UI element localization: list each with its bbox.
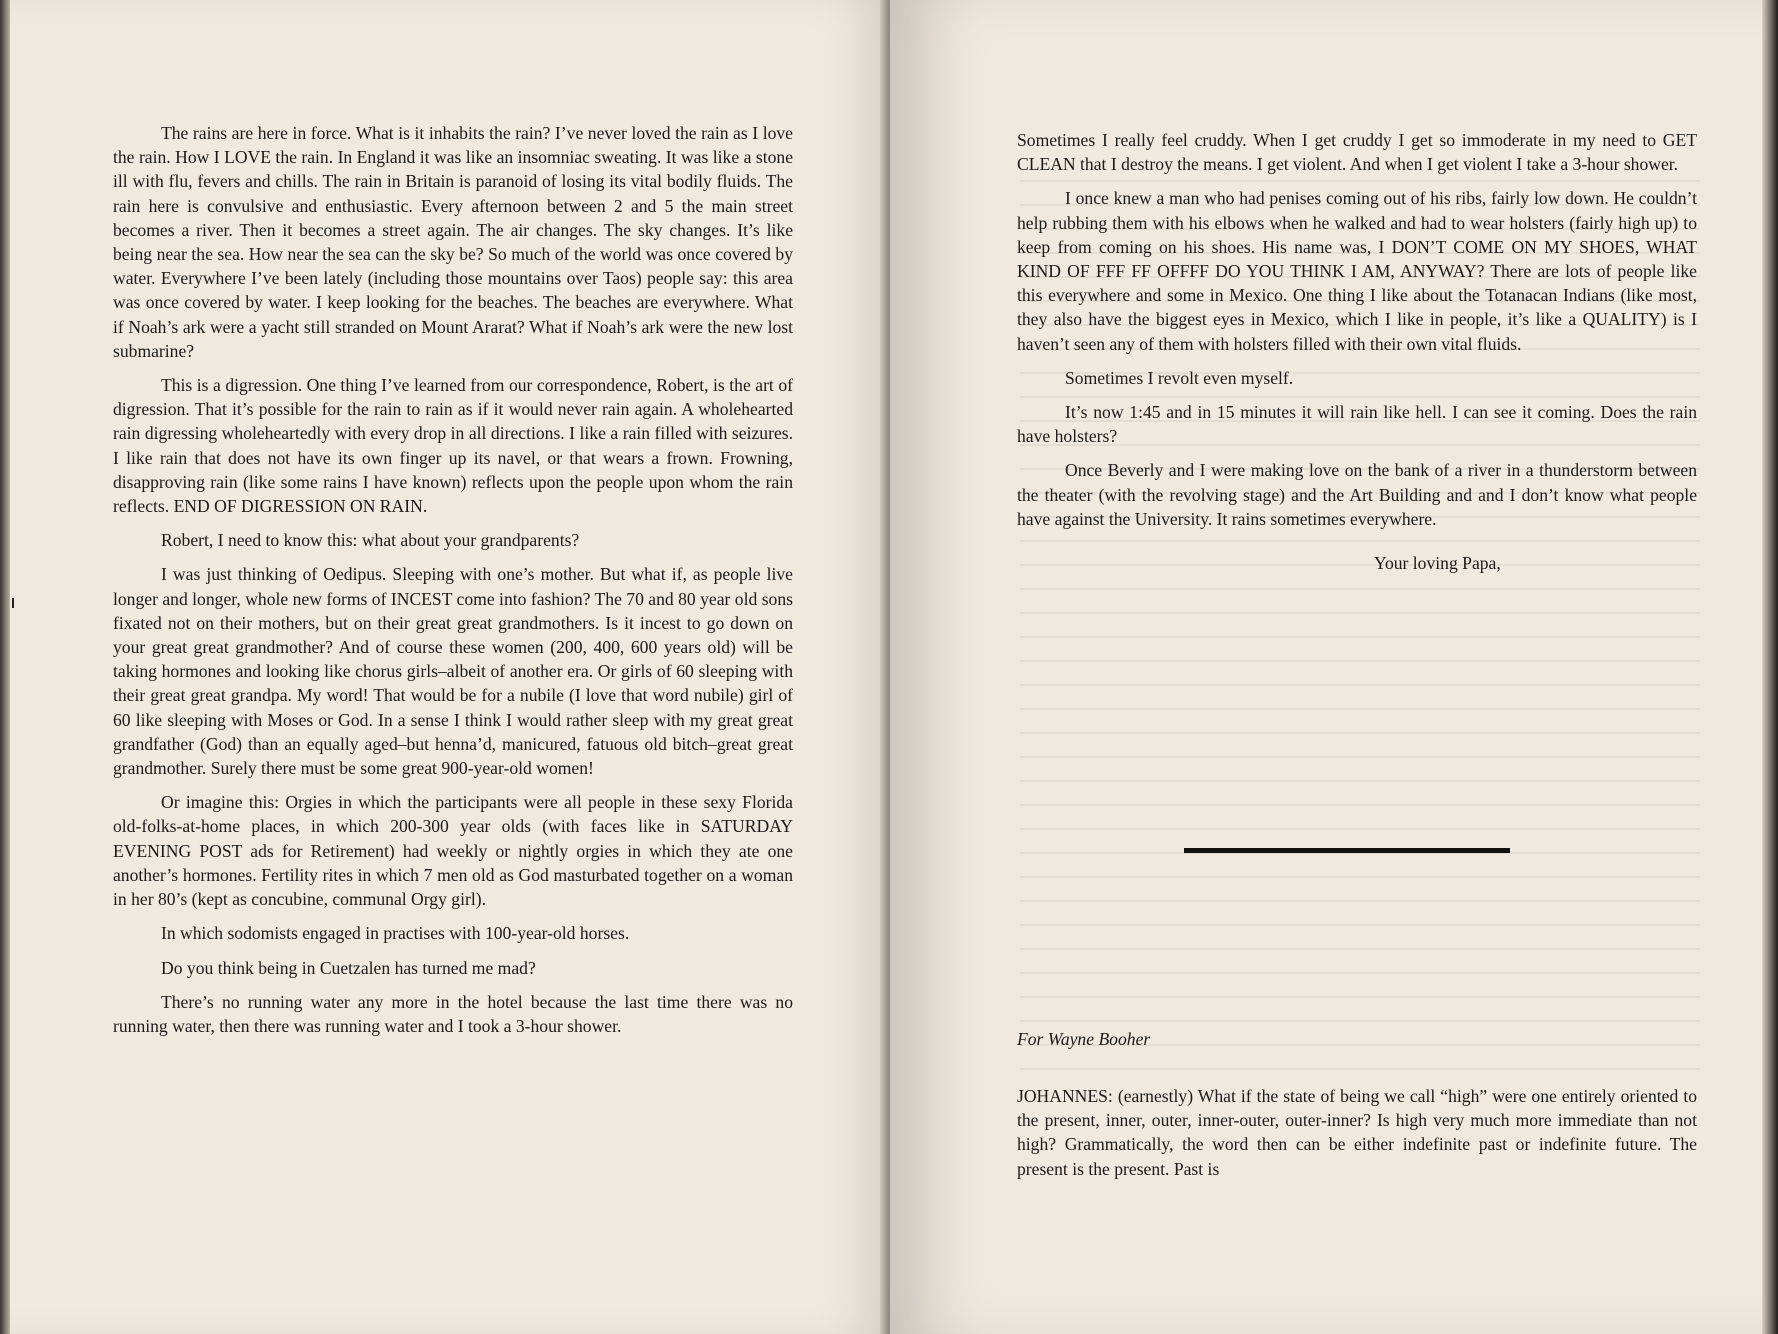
left-page — [0, 0, 888, 1334]
right-page — [890, 0, 1778, 1334]
paragraph: I once knew a man who had penises coming out of his ribs, fairly low down. He couldn’t help rubbing them with his elbows when he walked and had to wear holsters (fairly high up) to keep from coming on his shoes. His name was, I DON’T COME ON MY SHOES, WHAT KIND OF FFF FF OFFFF DO YOU THINK I AM, ANYWAY? There are lots of people like this everywhere and some in Mexico. One thing I like about the Totanacan Indians (like most, they also have the biggest eyes in Mexico, which I like in people, it’s like a QUALITY) is I haven’t seen any of them with holsters filled with their own vital fluids. — [1017, 188, 1697, 354]
paragraph: I was just thinking of Oedipus. Sleeping with one’s mother. But what if, as people live longer and longer, whole new forms of INCEST come into fashion? The 70 and 80 year old sons fixated not on their mothers, but on their great great grandmothers. Is it incest to go down on your great great grandmother? And of course these women (200, 400, 600 years old) will be taking hormones and looking like chorus girls–albeit of another era. Or girls of 60 sleeping with their great great grandpa. My word! That would be for a nubile (I love that word nubile) girl of 60 like sleeping with Moses or God. In a sense I think I would rather sleep with my great great grandfather (God) than an equally aged–but henna’d, manicured, fatuous old bitch–great great grandmother. Surely there must be some great 900-year-old women! — [113, 564, 793, 779]
left-page-body — [113, 121, 793, 1048]
page-edge-right — [1762, 0, 1778, 1334]
letter-signoff: Your loving Papa, — [1374, 553, 1501, 574]
paragraph: This is a digression. One thing I’ve learned from our correspondence, Robert, is the art of digression. That it’s possible for the rain to rain as if it would never rain again. A wholehearted rain digressing wholeheartedly with every drop in all directions. I like a rain filled with seizures. I like rain that does not have its own finger up its navel, or that wears a frown. Frowning, disapproving rain (like some rains I have known) reflects upon the people upon whom the rain reflects. END OF DIGRESSION ON RAIN. — [113, 375, 793, 517]
dedication: For Wayne Booher — [1017, 1029, 1151, 1049]
paragraph: Or imagine this: Orgies in which the participants were all people in these sexy Florida old-folks-at-home places, in which 200-300 year olds (with faces like in SATURDAY EVENING POST ads for Retirement) had weekly or nightly orgies in which they ate one another’s hormones. Fertility rites in which 7 men old as God masturbated together on a woman in her 80’s (kept as concubine, communal Orgy girl). — [113, 792, 793, 910]
margin-mark — [12, 598, 14, 608]
paragraph: Sometimes I revolt even myself. — [1065, 367, 1294, 388]
paragraph: There’s no running water any more in the hotel because the last time there was no running water, then there was running water and I took a 3-hour shower. — [113, 991, 793, 1036]
paragraph: Robert, I need to know this: what about your grandparents? — [161, 530, 580, 551]
paragraph: The rains are here in force. What is it inhabits the rain? I’ve never loved the rain as I love the rain. How I LOVE the rain. In England it was like an insomniac sweating. It was like a stone ill with flu, fevers and chills. The rain in Britain is paranoid of losing its vital bodily fluids. The rain here is convulsive and enthusiastic. Every afternoon between 2 and 5 the main street becomes a river. Then it becomes a street again. The air changes. The sky changes. It’s like being near the sea. How near the sea can the sky be? So much of the world was once covered by water. Everywhere I’ve been lately (including those mountains over Taos) people say: this area was once covered by water. I keep looking for the beaches. The beaches are everywhere. What if Noah’s ark were a yacht still stranded on Mount Ararat? What if Noah’s ark were the new lost submarine? — [113, 123, 793, 361]
paragraph: Do you think being in Cuetzalen has turned me mad? — [161, 957, 536, 978]
paragraph: JOHANNES: (earnestly) What if the state of being we call “high” were one entirely oriented to the present, inner, outer, inner-outer, outer-inner? Is high very much more immediate than not high? Grammatically, the word then can be either indefinite past or indefinite future. The present is the present. Past is — [1017, 1086, 1697, 1179]
paragraph: It’s now 1:45 and in 15 minutes it will rain like hell. I can see it coming. Does the rain have holsters? — [1017, 402, 1697, 447]
right-page-body — [1017, 128, 1697, 585]
paragraph: Once Beverly and I were making love on the bank of a river in a thunderstorm between the theater (with the revolving stage) and the Art Building and and I don’t know what people have against the University. It rains sometimes everywhere. — [1017, 460, 1697, 529]
section-divider-rule — [1184, 848, 1510, 853]
play-excerpt — [1017, 1084, 1697, 1191]
paragraph: Sometimes I really feel cruddy. When I get cruddy I get so immoderate in my need to GET CLEAN that I destroy the means. I get violent. And when I get violent I take a 3-hour shower. — [1017, 130, 1697, 175]
paragraph: In which sodomists engaged in practises with 100-year-old horses. — [161, 923, 630, 944]
page-edge-left — [0, 0, 10, 1334]
